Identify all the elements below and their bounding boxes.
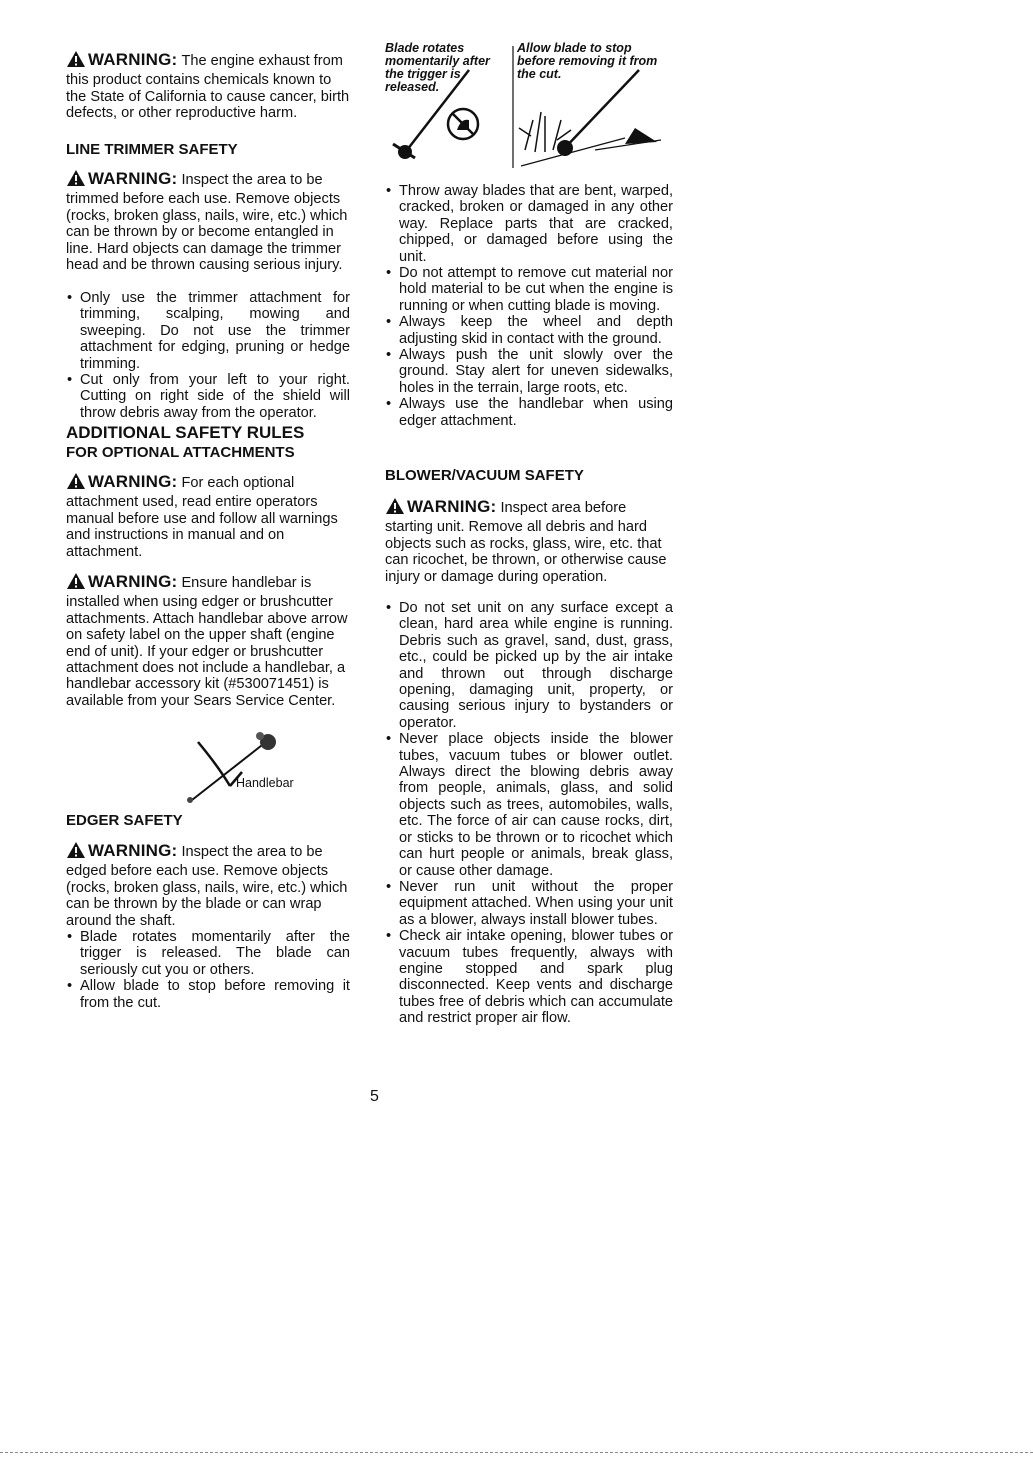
heading-blower-vacuum-safety: BLOWER/VACUUM SAFETY [385, 467, 584, 484]
list-item: • Never place objects inside the blower tubes, vacuum tubes or blower outlet. Always direct the blowing debris away from people, animals, glass, and solid objects such as trees, automobiles, walls, etc. The force of air can cause rocks, dirt, or sticks to be thrown or to ricochet which can hurt people or animals, break glass, or cause other damage. [385, 731, 673, 879]
list-item: • Throw away blades that are bent, warped, cracked, broken or damaged in any other way. Replace parts that are cracked, chipped, or damaged before using the unit. [385, 183, 673, 265]
heading-additional-safety-rules: ADDITIONAL SAFETY RULES [66, 423, 305, 442]
handlebar-label: Handlebar [236, 776, 294, 790]
warning-triangle-icon [66, 572, 86, 594]
page-number: 5 [370, 1088, 379, 1105]
warning-inspect-blower: WARNING: Inspect area before starting unit. Remove all debris and hard objects such as rocks, glass, wire, etc. that can ricochet, be thrown, or otherwise cause injury or damage during operation. [385, 497, 667, 585]
list-item: • Do not attempt to remove cut material nor hold material to be cut when the engine is running or when cutting blade is moving. [385, 265, 673, 314]
list-item: • Do not set unit on any surface except a clean, hard area while engine is running. Debris such as gravel, sand, dust, grass, etc., could be picked up by the air intake and thrown out through discharge opening, damaging unit, property, or causing serious injury to bystanders or operator. [385, 600, 673, 731]
list-item: • Check air intake opening, blower tubes or vacuum tubes frequently, always with engine stopped and spark plug disconnected. Keep vents and discharge tubes free of debris which can accumulate and restrict proper air flow. [385, 928, 673, 1026]
handlebar-illustration [156, 728, 356, 804]
list-item: • Always use the handlebar when using edger attachment. [385, 396, 673, 429]
warning-exhaust: WARNING: The engine exhaust from this product contains chemicals known to the State of California to cause cancer, birth defects, or other reproductive harm. [66, 50, 350, 122]
heading-edger-safety: EDGER SAFETY [66, 812, 183, 829]
warning-inspect-trim: WARNING: Inspect the area to be trimmed before each use. Remove objects (rocks, broken glass, nails, wire, etc.) which can be thrown by or become entangled in line. Hard objects can damage the trimmer head and be thrown causing serious injury. [66, 169, 348, 274]
figure-caption-blade-rotates: Blade rotates momentarily after the trigger is released. [385, 41, 490, 94]
list-item: • Always keep the wheel and depth adjusting skid in contact with the ground. [385, 314, 673, 347]
warning-optional-attachment: WARNING: For each optional attachment used, read entire operators manual before use and follow all warnings and instructions in manual and on attachment. [66, 472, 338, 560]
heading-line-trimmer-safety: LINE TRIMMER SAFETY [66, 141, 238, 158]
trimmer-bullet-list [66, 290, 350, 421]
list-item: • Always push the unit slowly over the ground. Stay alert for uneven sidewalks, holes in the terrain, large roots, etc. [385, 347, 673, 396]
warning-handlebar: WARNING: Ensure handlebar is installed when using edger or brushcutter attachments. Attach handlebar above arrow on safety label on the upper shaft (engine end of unit). If your edger or brushcutter attachment does not include a handlebar, a handlebar accessory kit (#530071451) is available from your Sears Service Center. [66, 572, 348, 709]
blower-bullet-list [385, 600, 673, 1027]
list-item: • Only use the trimmer attachment for trimming, scalping, mowing and sweeping. Do not use the trimmer attachment for edging, pruning or hedge trimming. [66, 290, 350, 372]
figure-caption-allow-stop: Allow blade to stop before removing it from the cut. [517, 41, 658, 81]
list-item: • Cut only from your left to your right. Cutting on right side of the shield will throw debris away from the operator. [66, 372, 350, 421]
heading-optional-attachments: FOR OPTIONAL ATTACHMENTS [66, 444, 295, 461]
list-item: • Never run unit without the proper equipment attached. When using your unit as a blower, always install blower tubes. [385, 879, 673, 928]
edger-bullet-list-continued [385, 183, 673, 429]
list-item: • Allow blade to stop before removing it from the cut. [66, 978, 350, 1011]
warning-triangle-icon [66, 50, 86, 72]
warning-triangle-icon [66, 472, 86, 494]
bottom-divider [0, 1452, 1033, 1453]
handlebar-drawing [156, 728, 356, 804]
list-item: • Blade rotates momentarily after the trigger is released. The blade can seriously cut you or others. [66, 929, 350, 978]
warning-triangle-icon [385, 497, 405, 519]
edger-figure [385, 40, 673, 172]
warning-triangle-icon [66, 169, 86, 191]
warning-inspect-edge: WARNING: Inspect the area to be edged before each use. Remove objects (rocks, broken glass, nails, wire, etc.) which can be thrown by the blade or can wrap around the shaft. [66, 841, 348, 929]
edger-bullet-list [66, 929, 350, 1011]
warning-triangle-icon [66, 841, 86, 863]
